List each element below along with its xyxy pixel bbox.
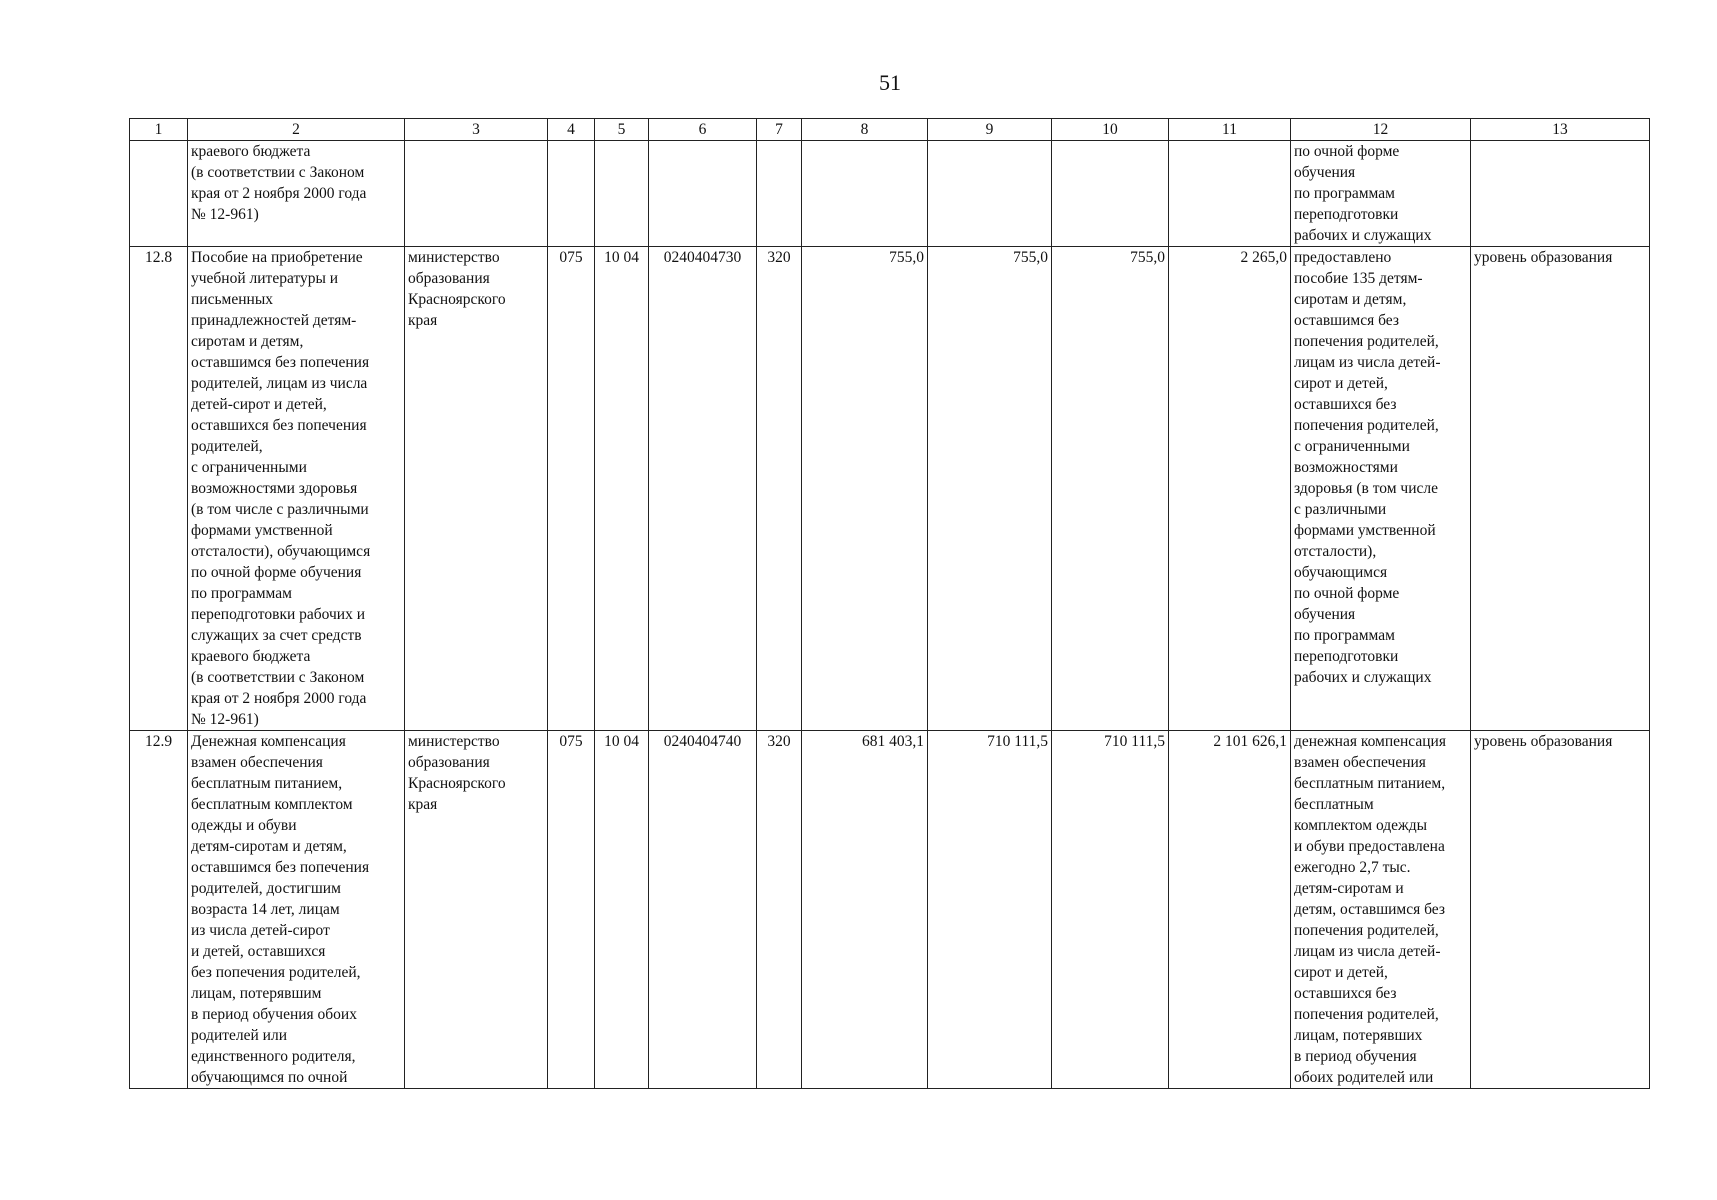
target-article-code: 0240404730 — [649, 247, 757, 731]
expected-result: по очной форме обучения по программам переподготовки рабочих и служащих — [1291, 141, 1471, 247]
column-header: 5 — [595, 119, 649, 141]
target-article-code — [649, 141, 757, 247]
administrator: министерство образования Красноярского края — [405, 247, 548, 731]
row-number: 12.9 — [130, 731, 188, 1089]
table-row — [130, 141, 1650, 247]
indicator-level — [1471, 141, 1650, 247]
indicator-level: уровень образования — [1471, 247, 1650, 731]
ministry-code: 075 — [548, 247, 595, 731]
column-header: 4 — [548, 119, 595, 141]
row-number: 12.8 — [130, 247, 188, 731]
page-number: 51 — [879, 70, 901, 95]
amount-year-3: 755,0 — [1052, 247, 1169, 731]
column-header: 7 — [757, 119, 802, 141]
amount-year-2 — [928, 141, 1052, 247]
amount-year-2: 710 111,5 — [928, 731, 1052, 1089]
amount-year-1: 755,0 — [802, 247, 928, 731]
column-header: 11 — [1169, 119, 1291, 141]
column-header: 2 — [188, 119, 405, 141]
ministry-code — [548, 141, 595, 247]
column-header: 6 — [649, 119, 757, 141]
amount-year-3 — [1052, 141, 1169, 247]
row-number — [130, 141, 188, 247]
budget-table — [129, 118, 1650, 1089]
column-header: 10 — [1052, 119, 1169, 141]
table-row — [130, 731, 1650, 1089]
amount-year-1: 681 403,1 — [802, 731, 928, 1089]
section-code: 10 04 — [595, 731, 649, 1089]
table-row — [130, 247, 1650, 731]
column-header: 9 — [928, 119, 1052, 141]
amount-year-3: 710 111,5 — [1052, 731, 1169, 1089]
column-header: 13 — [1471, 119, 1650, 141]
target-article-code: 0240404740 — [649, 731, 757, 1089]
section-code — [595, 141, 649, 247]
amount-year-2: 755,0 — [928, 247, 1052, 731]
column-header: 12 — [1291, 119, 1471, 141]
amount-total: 2 265,0 — [1169, 247, 1291, 731]
ministry-code: 075 — [548, 731, 595, 1089]
column-header: 1 — [130, 119, 188, 141]
expense-type-code — [757, 141, 802, 247]
expected-result: предоставлено пособие 135 детям- сиротам и детям, оставшимся без попечения родителей, лицам из числа детей- сирот и детей, оставшихся без попечения родителей, с ограниченными возможностями здоровья (в том числе с различными формами умственной отсталости), обучающимся по очной форме обучения по программам переподготовки рабочих и служащих — [1291, 247, 1471, 731]
section-code: 10 04 — [595, 247, 649, 731]
measure-name: Пособие на приобретение учебной литературы и письменных принадлежностей детям- сиротам и детям, оставшимся без попечения родителей, лицам из числа детей-сирот и детей, оставшихся без попечения родителей, с ограниченными возможностями здоровья (в том числе с различными формами умственной отсталости), обучающимся по очной форме обучения по программам переподготовки рабочих и служащих за счет средств краевого бюджета (в соответствии с Законом края от 2 ноября 2000 года № 12-961) — [188, 247, 405, 731]
amount-total: 2 101 626,1 — [1169, 731, 1291, 1089]
expected-result: денежная компенсация взамен обеспечения бесплатным питанием, бесплатным комплектом одежды и обуви предоставлена ежегодно 2,7 тыс. детям-сиротам и детям, оставшимся без попечения родителей, лицам из числа детей- сирот и детей, оставшихся без попечения родителей, лицам, потерявших в период обучения обоих родителей или — [1291, 731, 1471, 1089]
administrator — [405, 141, 548, 247]
expense-type-code: 320 — [757, 247, 802, 731]
column-header: 3 — [405, 119, 548, 141]
column-header: 8 — [802, 119, 928, 141]
expense-type-code: 320 — [757, 731, 802, 1089]
amount-total — [1169, 141, 1291, 247]
measure-name: Денежная компенсация взамен обеспечения бесплатным питанием, бесплатным комплектом одежды и обуви детям-сиротам и детям, оставшимся без попечения родителей, достигшим возраста 14 лет, лицам из числа детей-сирот и детей, оставшихся без попечения родителей, лицам, потерявшим в период обучения обоих родителей или единственного родителя, обучающимся по очной — [188, 731, 405, 1089]
amount-year-1 — [802, 141, 928, 247]
measure-name: краевого бюджета (в соответствии с Законом края от 2 ноября 2000 года № 12-961) — [188, 141, 405, 247]
indicator-level: уровень образования — [1471, 731, 1650, 1089]
administrator: министерство образования Красноярского края — [405, 731, 548, 1089]
column-number-row — [130, 119, 1650, 141]
